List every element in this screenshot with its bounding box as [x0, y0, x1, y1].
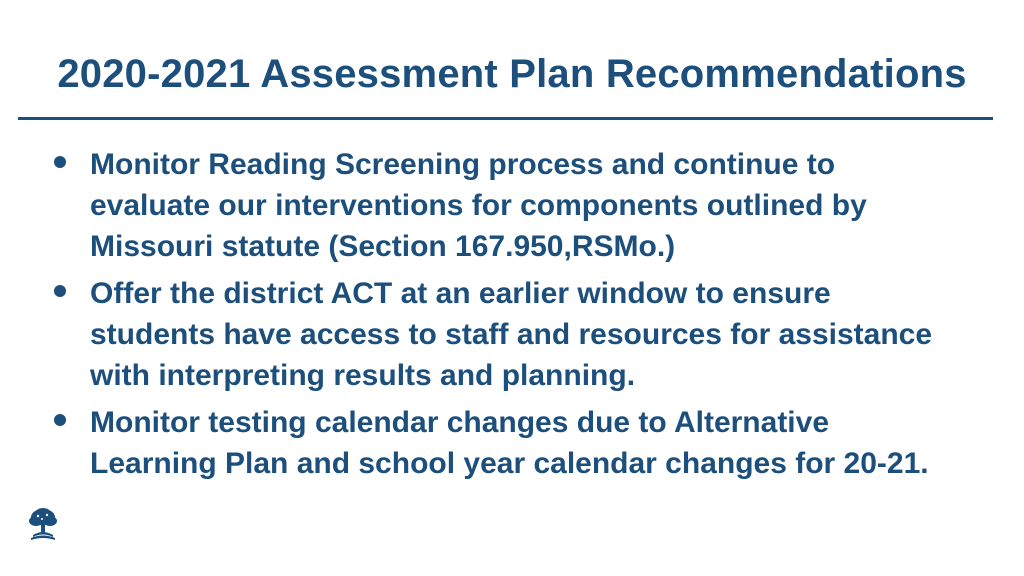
bullet-dot-icon — [54, 285, 66, 297]
slide-title: 2020-2021 Assessment Plan Recommendations — [57, 52, 967, 96]
bullet-dot-icon — [54, 156, 66, 168]
bullet-list — [48, 144, 958, 490]
bullet-text: Offer the district ACT at an earlier window to ensure students have access to staff and resources for assistance with interpreting results and planning. — [90, 277, 933, 392]
bullet-dot-icon — [54, 414, 66, 426]
tree-logo-icon — [27, 507, 59, 541]
bullet-item — [48, 144, 958, 267]
bullet-text: Monitor Reading Screening process and continue to evaluate our interventions for components outlined by Missouri statute (Section 167.950,RSMo.) — [90, 148, 867, 263]
bullet-item — [48, 273, 958, 396]
bullet-text: Monitor testing calendar changes due to Alternative Learning Plan and school year calendar changes for 20-21. — [90, 406, 929, 480]
title-divider — [18, 117, 993, 120]
bullet-item — [48, 402, 958, 484]
